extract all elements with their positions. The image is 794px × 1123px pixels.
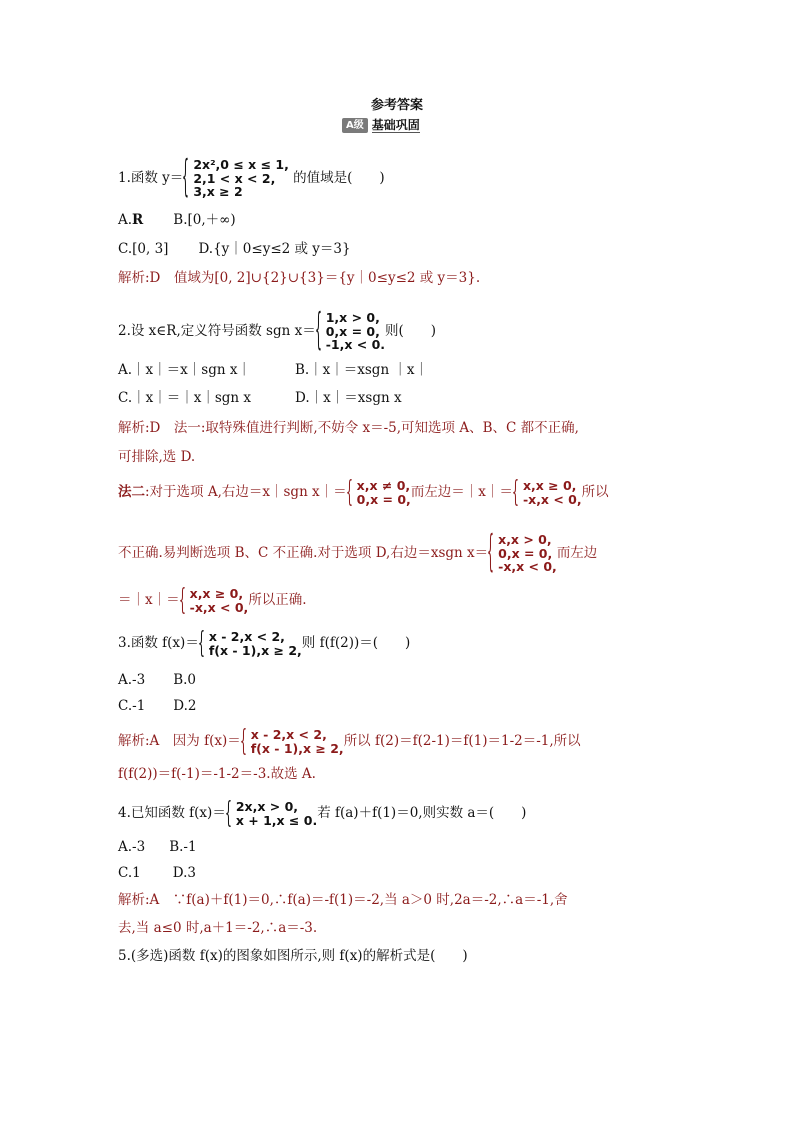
question-4-stem: 4.已知函数 f(x)＝ { 2x,x > 0, x + 1,x ≤ 0. 若 f(a)＋f(1)＝0,则实数 a＝( ) [118, 796, 527, 831]
level-tag: A级 [342, 118, 368, 133]
question-1-stem: 1.函数 y＝ { 2x²,0 ≤ x ≤ 1, 2,1 < x < 2, 3,x ≥ 2 的值域是( ) [118, 153, 385, 204]
q2-m2-piecewise-4: { x,x ≥ 0, -x,x < 0, [178, 583, 249, 618]
question-2-stem: 2.设 x∈R,定义符号函数 sgn x＝ { 1,x > 0, 0,x = 0, -1,x < 0. 则( ) [118, 306, 437, 357]
q2-m2-piecewise-3: { x,x > 0, 0,x = 0, -x,x < 0, [487, 528, 557, 579]
q4-solution: 解析:A ∵f(a)＋f(1)＝0,∴f(a)＝-f(1)＝-2,当 a＞0 时,2a＝-2,∴a＝-1,舍 [118, 892, 568, 908]
q3-options-row2: C.-1 D.2 [118, 698, 197, 714]
q1-options-row2: C.[0, 3] D.{y｜0≤y≤2 或 y＝3} [118, 241, 351, 257]
q3-solution-cont: f(f(2))＝f(-1)＝-1-2＝-3.故选 A. [118, 766, 316, 782]
q2-m2-piecewise-1: { x,x ≠ 0, 0,x = 0, [345, 475, 411, 510]
q3-piecewise: { x - 2,x < 2, f(x - 1),x ≥ 2, [197, 626, 302, 661]
question-3-stem: 3.函数 f(x)＝ { x - 2,x < 2, f(x - 1),x ≥ 2, 则 f(f(2))＝( ) [118, 626, 411, 661]
q4-piecewise: { 2x,x > 0, x + 1,x ≤ 0. [224, 796, 318, 831]
q2-m2-piecewise-2: { x,x ≥ 0, -x,x < 0, [511, 475, 582, 510]
q3-sol-piecewise: { x - 2,x < 2, f(x - 1),x ≥ 2, [239, 724, 344, 759]
q4-solution-cont: 去,当 a≤0 时,a＋1＝-2,∴a＝-3. [118, 920, 318, 936]
q1-piecewise: { 2x²,0 ≤ x ≤ 1, 2,1 < x < 2, 3,x ≥ 2 [182, 153, 289, 204]
question-5-stem: 5.(多选)函数 f(x)的图象如图所示,则 f(x)的解析式是( ) [118, 948, 468, 964]
q1-options-row1: A.R B.[0,＋∞) [118, 212, 236, 228]
q2-solution-method1: 解析:D 法一:取特殊值进行判断,不妨令 x＝-5,可知选项 A、B、C 都不正确, [118, 420, 579, 436]
q3-solution: 解析:A 因为 f(x)＝ { x - 2,x < 2, f(x - 1),x ≥ 2, 所以 f(2)＝f(2-1)＝f(1)＝1-2＝-1,所以 [118, 724, 581, 759]
q2-solution-method1-cont: 可排除,选 D. [118, 449, 196, 465]
q2-options-row2: C.｜x｜＝｜x｜sgn x D.｜x｜＝xsgn x [118, 390, 402, 406]
q2-options-row1: A.｜x｜＝x｜sgn x｜ B.｜x｜＝xsgn ｜x｜ [118, 362, 429, 378]
q4-options-row1: A.-3 B.-1 [118, 839, 197, 855]
q2-piecewise: { 1,x > 0, 0,x = 0, -1,x < 0. [314, 306, 386, 357]
q4-options-row2: C.1 D.3 [118, 865, 196, 881]
page-title: 参考答案 [370, 98, 423, 113]
q2-solution-method2-end: ＝｜x｜＝ { x,x ≥ 0, -x,x < 0, 所以正确. [118, 583, 307, 618]
level-text: 基础巩固 [371, 118, 420, 132]
q2-solution-method2: 法二:对于选项 A,右边＝x｜sgn x｜＝ { x,x ≠ 0, 0,x = 0, 而左边＝｜x｜＝ { x,x ≥ 0, -x,x < 0, 所以 [118, 475, 609, 510]
q2-solution-method2-cont: 不正确.易判断选项 B、C 不正确.对于选项 D,右边＝xsgn x＝ { x,x > 0, 0,x = 0, -x,x < 0, 而左边 [118, 528, 598, 579]
q3-options-row1: A.-3 B.0 [118, 672, 197, 688]
level-badge [342, 118, 420, 133]
q1-solution: 解析:D 值域为[0, 2]∪{2}∪{3}＝{y｜0≤y≤2 或 y＝3}. [118, 270, 481, 286]
